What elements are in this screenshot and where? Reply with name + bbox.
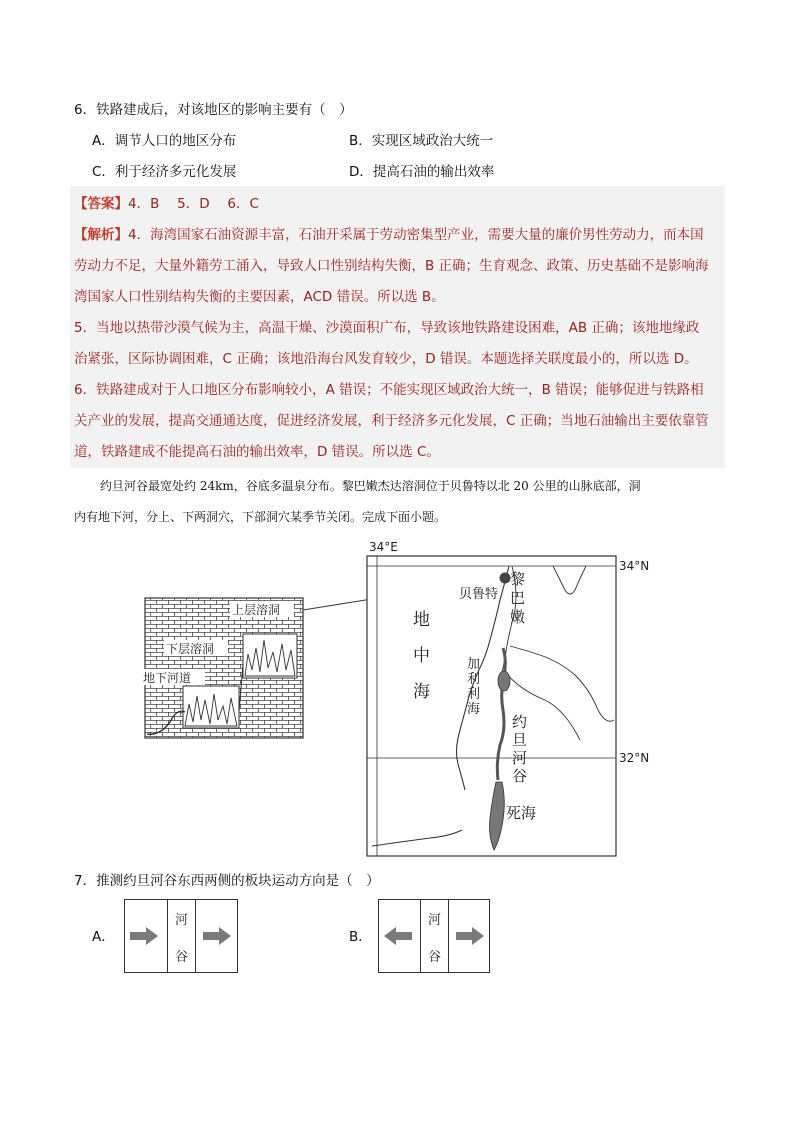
analysis-line-2: 劳动力不足，大量外籍劳工涌入，导致人口性别结构失衡，B 正确；生育观念、政策、历史基础不是影响海: [74, 258, 709, 274]
lebanon-char-2: 巴: [510, 589, 526, 607]
q7-option-a-label: A．: [92, 929, 115, 945]
med-char-3: 海: [413, 682, 430, 702]
q6-option-a: A．调节人口的地区分布: [92, 133, 237, 149]
upper-cave-label: 上层溶洞: [232, 603, 281, 617]
option-b-valley-char-2: 谷: [428, 950, 442, 965]
analysis-line-7: 关产业的发展，提高交通通达度，促进经济发展，利于经济多元化发展，C 正确；当地石油输出主要依靠管: [74, 413, 709, 429]
q6-option-c: C．利于经济多元化发展: [92, 164, 237, 180]
sea-of-galilee: [498, 671, 510, 691]
underground-river-label: 地下河道: [143, 671, 192, 685]
q6-option-d: D．提高石油的输出效率: [349, 164, 495, 180]
jordan-char-2: 旦: [512, 731, 528, 749]
jordan-char-1: 约: [512, 713, 528, 731]
option-a-valley-char-2: 谷: [175, 950, 189, 965]
med-char-1: 地: [413, 610, 430, 630]
q7-option-a-diagram: [124, 899, 238, 973]
galilee-char-1: 加: [467, 657, 481, 672]
galilee-char-4: 海: [467, 702, 481, 717]
q6-stem: 6．铁路建成后，对该地区的影响主要有（ ）: [74, 102, 353, 118]
q7-stem: 7．推测约旦河谷东西两侧的板块运动方向是（ ）: [74, 873, 380, 889]
analysis-line-8: 道，铁路建成不能提高石油的输出效率，D 错误。所以选 C。: [74, 444, 440, 460]
lebanon-char-1: 黎: [510, 570, 526, 588]
beirut-point-icon: [500, 573, 511, 584]
dead-sea-label: 死海: [506, 804, 537, 822]
lat-label-32n: 32°N: [619, 751, 650, 765]
lower-cave-box: [183, 686, 239, 728]
lon-label-34e: 34°E: [369, 540, 398, 554]
lebanon-char-3: 嫩: [510, 608, 526, 626]
analysis-line-5: 治紧张，区际协调困难，C 正确；该地沿海台风发育较少，D 错误。本题选择关联度最小的，所以选 D。: [74, 351, 698, 367]
option-b-valley-char-1: 河: [428, 913, 442, 928]
lower-cave-label: 下层溶洞: [166, 642, 215, 656]
jordan-char-4: 谷: [512, 767, 528, 785]
material-line-1: 约旦河谷最宽处约 24km，谷底多温泉分布。黎巴嫩杰达溶洞位于贝鲁特以北 20 公里的山脉底部，洞: [100, 479, 641, 493]
galilee-char-2: 利: [467, 672, 481, 687]
analysis-line-4: 5．当地以热带沙漠气候为主，高温干燥、沙漠面积广布，导致该地铁路建设困难，AB 正确；该地地缘政: [74, 320, 700, 336]
galilee-char-3: 利: [467, 687, 481, 702]
jordan-valley-map: [367, 540, 649, 856]
beirut-label: 贝鲁特: [459, 587, 499, 602]
answer-tag: 【答案】: [74, 196, 128, 212]
analysis-tag: 【解析】: [74, 227, 128, 243]
analysis-text-1: 4．海湾国家石油资源丰富，石油开采属于劳动密集型产业，需要大量的廉价男性劳动力，而本国: [128, 227, 704, 243]
upper-cave-box: [243, 634, 297, 678]
answer-text: 4．B 5．D 6．C: [128, 196, 259, 212]
q6-option-b: B．实现区域政治大统一: [349, 133, 494, 149]
analysis-line-6: 6．铁路建成对于人口地区分布影响较小，A 错误；不能实现区域政治大统一，B 错误；能够促进与铁路相: [74, 382, 704, 398]
med-char-2: 中: [413, 646, 430, 666]
cave-diagram: [141, 598, 303, 738]
option-a-valley-char-1: 河: [175, 913, 189, 928]
lat-label-34n: 34°N: [619, 559, 650, 573]
q7-option-b-diagram: [378, 899, 490, 973]
q7-option-b-label: B．: [349, 929, 372, 945]
analysis-line-3: 湾国家人口性别结构失衡的主要因素，ACD 错误。所以选 B。: [74, 289, 445, 305]
material-line-2: 内有地下河，分上、下两洞穴，下部洞穴某季节关闭。完成下面小题。: [74, 510, 447, 524]
jordan-char-3: 河: [512, 749, 528, 767]
